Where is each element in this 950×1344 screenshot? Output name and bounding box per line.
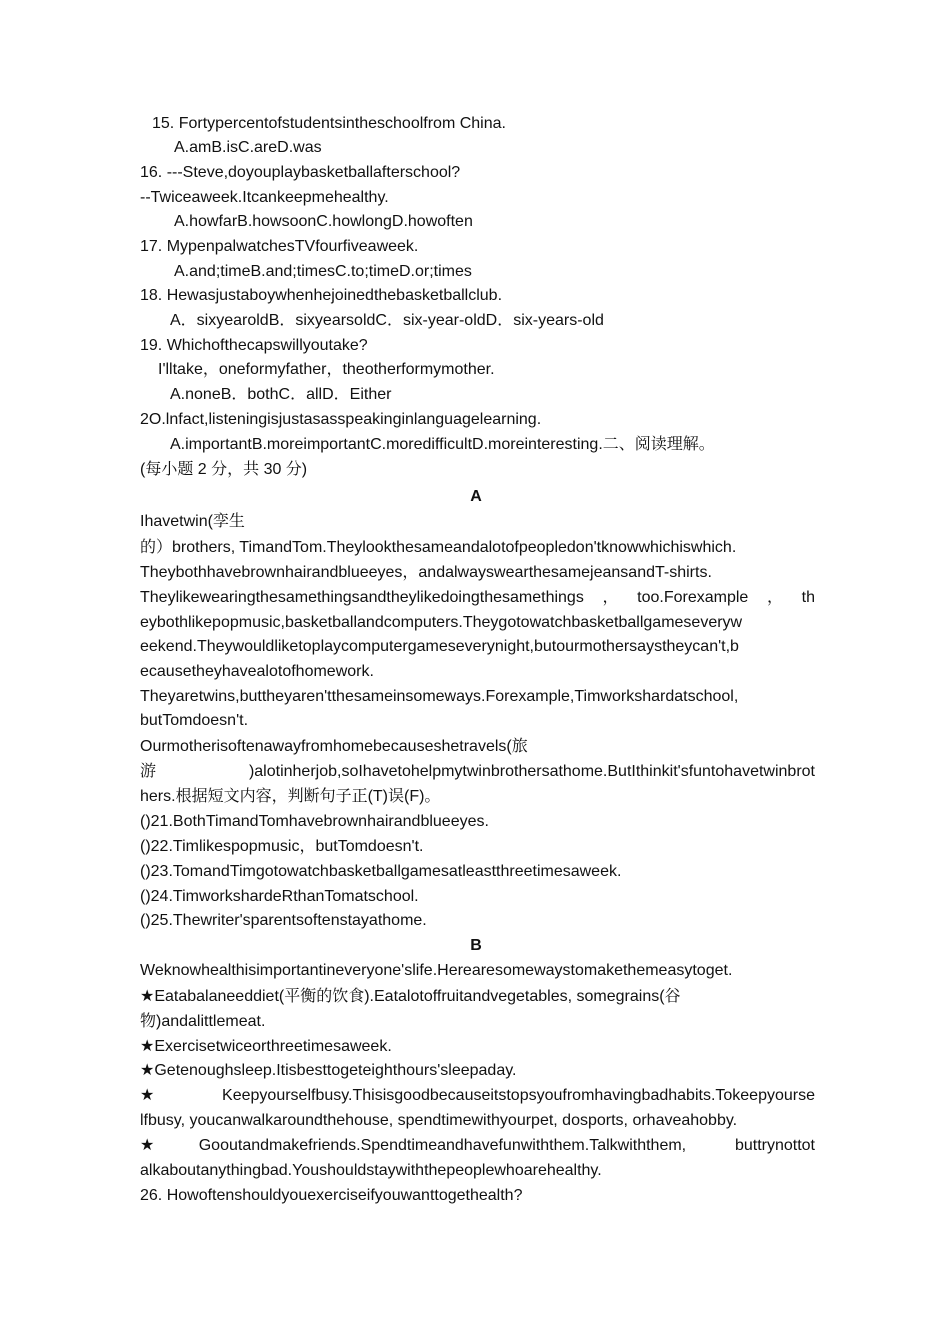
true-false-statement-21: ()21.BothTimandTomhavebrownhairandblueeyes. — [140, 813, 489, 830]
true-false-statement-23: ()23.TomandTimgotowatchbasketballgamesatleastthreetimesaweek. — [140, 863, 622, 880]
question-16-options: A.howfarB.howsoonC.howlongD.howoften — [174, 213, 473, 230]
question-18-options: A．sixyearoldB．sixyearsoldC．six-year-oldD．six-years-old — [170, 312, 604, 329]
passage-b-line: lfbusy, youcanwalkaroundthehouse, spendtimewithyourpet, dosports, orhaveahobby. — [140, 1112, 738, 1129]
question-18-stem: 18. Hewasjustaboywhenhejoinedthebasketballclub. — [140, 287, 503, 304]
question-15-options: A.amB.isC.areD.was — [174, 139, 322, 156]
passage-b-line: ★Getenoughsleep.Itisbesttogeteighthours'sleepaday. — [140, 1062, 517, 1079]
question-15-stem: 15. Fortypercentofstudentsintheschoolfrom China. — [152, 115, 506, 132]
passage-b-line: alkaboutanythingbad.Youshouldstaywiththepeoplewhoarehealthy. — [140, 1162, 602, 1179]
passage-a-instruction: hers.根据短文内容，判断句子正(T)误(F)。 — [140, 788, 441, 805]
passage-a-heading: A — [470, 488, 482, 505]
question-16-stem: 16. ---Steve,doyouplaybasketballafterschool? — [140, 164, 461, 181]
passage-a-line: 的）brothers, TimandTom.Theylookthesameandalotofpeopledon'tknowwhichiswhich. — [140, 539, 737, 556]
section-score: (每小题 2 分，共 30 分) — [140, 461, 308, 478]
question-17-stem: 17. MypenpalwatchesTVfourfiveaweek. — [140, 238, 419, 255]
passage-a-line: Theybothhavebrownhairandblueeyes，andalwayswearthesamejeansandT-shirts. — [140, 564, 712, 581]
passage-b-line: ★Exercisetwiceorthreetimesaweek. — [140, 1038, 392, 1055]
passage-b-heading: B — [470, 937, 482, 954]
question-20-options: A.importantB.moreimportantC.moredifficultD.moreinteresting.二、阅读理解。 — [170, 436, 715, 453]
true-false-statement-25: ()25.Thewriter'sparentsoftenstayathome. — [140, 912, 427, 929]
question-16-answer: --Twiceaweek.Itcankeepmehealthy. — [140, 189, 389, 206]
passage-b-line: 物)andalittlemeat. — [140, 1013, 266, 1030]
passage-a-line: eekend.Theywouldliketoplaycomputergameseverynight,butourmothersaystheycan't,b — [140, 638, 739, 655]
passage-a-line: Theylikewearingthesamethingsandtheylikedoingthesamethings，too.Forexample，th — [140, 589, 815, 606]
question-17-options: A.and;timeB.and;timesC.to;timeD.or;times — [174, 263, 472, 280]
passage-b-line: Weknowhealthisimportantineveryone'slife.Herearesomewaystomakethemeasytoget. — [140, 962, 733, 979]
passage-a-line: Ourmotherisoftenawayfromhomebecauseshetravels(旅 — [140, 738, 528, 755]
passage-a-line: ecausetheyhavealotofhomework. — [140, 663, 374, 680]
passage-a-line: eybothlikepopmusic,basketballandcomputers.Theygotowatchbasketballgameseveryw — [140, 614, 743, 631]
passage-b-line: ★Eatabalaneeddiet(平衡的饮食).Eatalotoffruitandvegetables, somegrains(谷 — [140, 988, 681, 1005]
question-20-stem: 2O.lnfact,listeningisjustasasspeakinginlanguagelearning. — [140, 411, 542, 428]
passage-a-line: butTomdoesn't. — [140, 712, 249, 729]
question-19-stem: 19. Whichofthecapswillyoutake? — [140, 337, 368, 354]
question-26-stem: 26. Howoftenshouldyouexerciseifyouwanttogethealth? — [140, 1187, 523, 1204]
passage-a-line: 游)alotinherjob,soIhavetohelpmytwinbrothersathome.ButIthinkit'sfuntohavetwinbrot — [140, 763, 815, 780]
passage-a-line: Theyaretwins,buttheyaren'tthesameinsomeways.Forexample,Timworkshardatschool, — [140, 688, 739, 705]
true-false-statement-24: ()24.TimworkshardeRthanTomatschool. — [140, 888, 419, 905]
passage-b-line: ★Gooutandmakefriends.Spendtimeandhavefunwiththem.Talkwiththem, buttrynottot — [140, 1137, 815, 1154]
question-19-answer: I'lltake，oneformyfather，theotherformymother. — [158, 361, 495, 378]
passage-a-line: Ihavetwin(孪生 — [140, 513, 245, 530]
question-19-options: A.noneB．bothC．allD．Either — [170, 386, 392, 403]
true-false-statement-22: ()22.Timlikespopmusic，butTomdoesn't. — [140, 838, 424, 855]
passage-b-line: ★Keepyourselfbusy.Thisisgoodbecauseitstopsyoufromhavingbadhabits.Tokeepyourse — [140, 1087, 815, 1104]
